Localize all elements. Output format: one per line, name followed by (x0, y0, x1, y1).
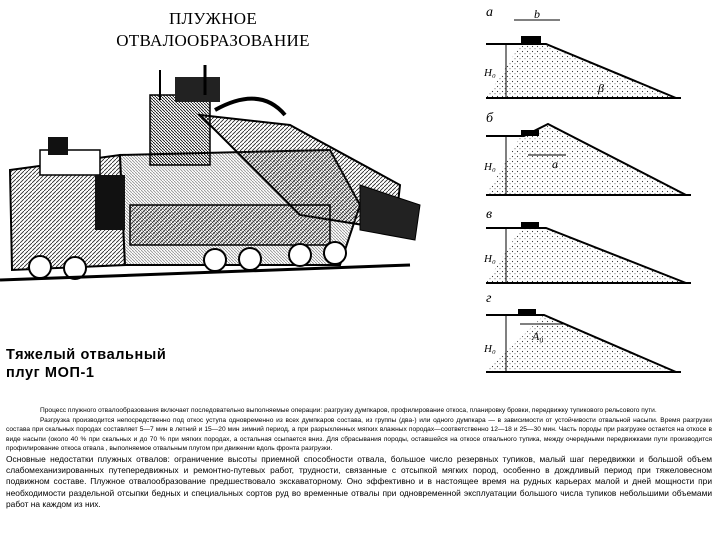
profile-label-v: в (486, 207, 493, 222)
dim-b-a: b (534, 7, 540, 21)
slide-title-line-2: ОТВАЛООБРАЗОВАНИЕ (116, 31, 310, 50)
dim-height-b: Н₀ (484, 161, 496, 173)
profile-a (483, 5, 681, 98)
plough-machine-illustration (0, 55, 430, 295)
profile-label-b: б (486, 111, 494, 126)
dim-height-a: Н₀ (484, 67, 496, 79)
dim-height-g: Н₀ (484, 343, 496, 355)
caption-line-1: Тяжелый отвальный (6, 347, 167, 363)
profile-b (483, 111, 691, 195)
machine-caption (6, 346, 226, 382)
slide-title (108, 8, 318, 52)
paragraph-2: Разгрузка производится непосредственно под откос уступа одновременно из всех думпкаров состава, из группы (два-) или одного думпкара — в зависимости от устойчивости отвальной насыпи. Время разгрузки состава при скальных породах составляет 5—7 мин в летний и 15—20 мин зимний период, а при разрыхленных мягких влажных породах—соответственно 12—18 и 25—30 мин. Часть породы при разгрузке остается на откосе в виде насыпи (около 40 % при скальных и до 70 % при мягких породах, а остальная ссыпается вниз. Для сбрасывания породы, оставшейся на откосе отвального тупика, между очередными передвижками пути производится профилирование откоса отвала , выполняемое отвальным плугом при движении вдоль фронта разгрузки. (6, 416, 712, 453)
profile-g (483, 291, 681, 372)
dim-A-g: A₀ (532, 329, 544, 343)
dump-profiles-diagram (476, 0, 720, 400)
dim-height-v: Н₀ (484, 253, 496, 265)
paragraph-1: Процесс плужного отвалообразования включает последовательно выполняемые операции: разгрузку думпкаров, профилирование откоса, планировку бровки, передвижку тупикового рельсового пути. (40, 407, 657, 414)
body-text (6, 406, 712, 510)
profile-label-g: г (486, 291, 492, 306)
slide-title-line-1: ПЛУЖНОЕ (168, 9, 258, 28)
dim-beta-a: β (598, 81, 604, 95)
plough-body (10, 65, 420, 270)
profile-v (483, 207, 691, 283)
profile-label-a: а (486, 5, 493, 20)
dim-a-b: a (552, 157, 558, 171)
caption-line-2: плуг МОП-1 (6, 365, 95, 381)
paragraph-3: Основные недостатки плужных отвалов: ограничение высоты приемной способности отвала, большое число резервных тупиков, малый шаг передвижки и большой объем слабомеханизированных путепередвижных и ремонтно-путевых работ, трудности, связанные с отсыпкой мягких пород, особенно в дождливый период при тяжеловесном подвижном составе. Плужное отвалообразование предшествовало экскаваторному. Оно эффективно и в настоящее время на рудных карьерах малой и дней мощности при необходимости раздельной отсыпки бедных и специальных сортов руд во временные отвалы при одновременной эксплуатации большого числа тупиков небольшими объемами работ на каждом из них. (6, 453, 712, 509)
cab (175, 77, 220, 102)
